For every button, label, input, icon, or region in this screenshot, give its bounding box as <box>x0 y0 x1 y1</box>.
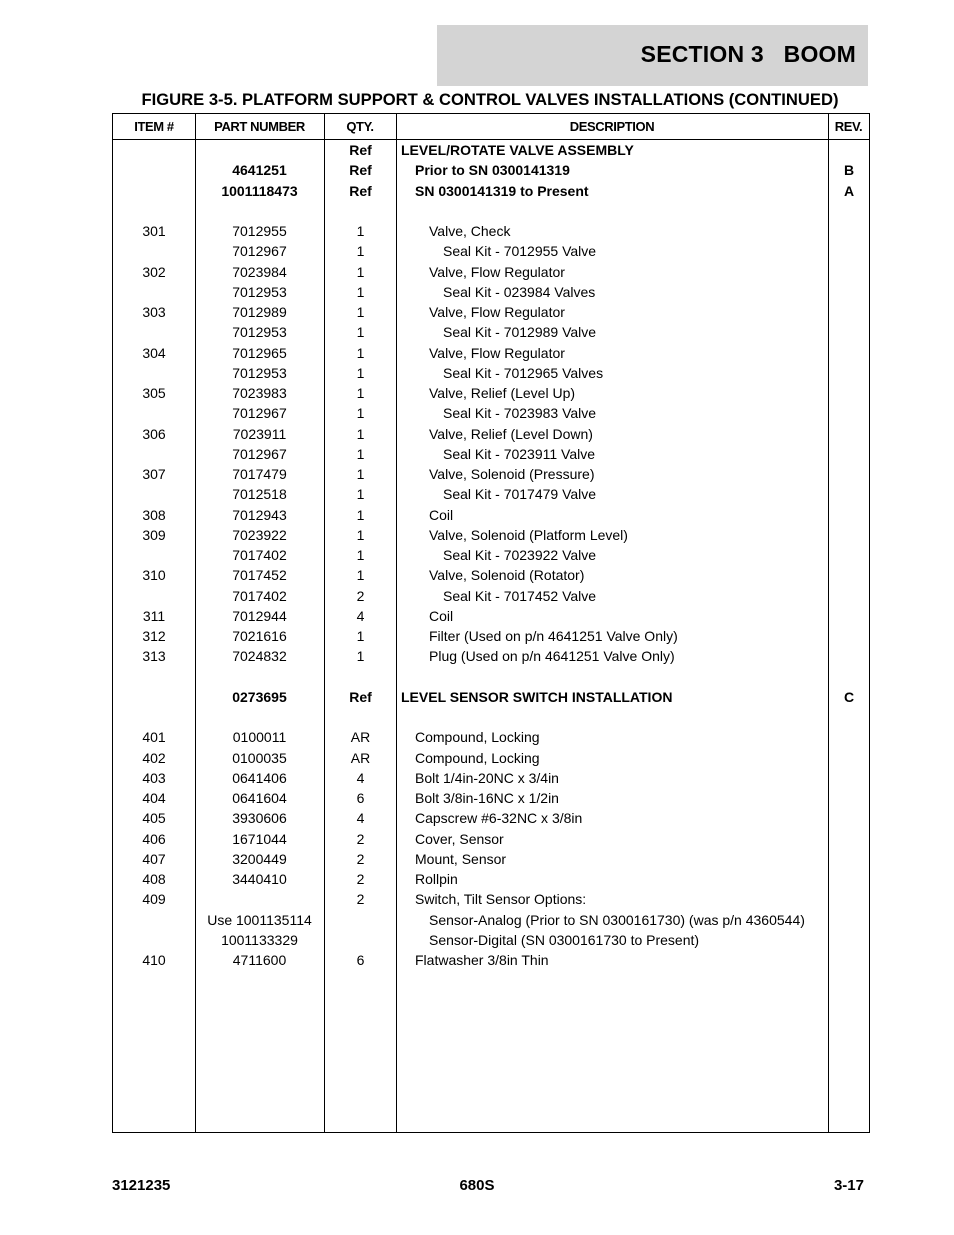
cell-qty: 1 <box>356 243 365 260</box>
cell-item: 311 <box>142 607 166 624</box>
cell-description: Seal Kit - 7012955 Valve <box>443 243 597 260</box>
table-row <box>113 160 869 180</box>
table-row <box>113 748 869 768</box>
table-row <box>113 910 869 930</box>
table-row <box>113 525 869 545</box>
cell-qty: 2 <box>356 850 365 867</box>
table-row <box>113 505 869 525</box>
cell-qty: 2 <box>356 830 365 847</box>
cell-qty: 4 <box>356 607 365 624</box>
cell-description: Valve, Flow Regulator <box>429 344 565 361</box>
cell-part-number: 7012943 <box>232 506 287 523</box>
cell-item: 304 <box>142 344 166 361</box>
table-row <box>113 565 869 585</box>
cell-description: Seal Kit - 7012965 Valves <box>443 364 604 381</box>
cell-description: Seal Kit - 7023922 Valve <box>443 547 597 563</box>
table-row <box>113 606 869 626</box>
cell-part-number: 7023983 <box>232 385 287 401</box>
cell-qty: 1 <box>356 223 365 239</box>
cell-description: Plug (Used on p/n 4641251 Valve Only) <box>429 648 675 665</box>
cell-qty: Ref <box>349 688 372 705</box>
cell-description: Bolt 1/4in-20NC x 3/4in <box>415 769 559 786</box>
cell-qty: 1 <box>356 506 365 523</box>
table-row <box>113 646 869 666</box>
cell-item: 406 <box>142 830 166 847</box>
figure-title: FIGURE 3-5. PLATFORM SUPPORT & CONTROL VALVES INSTALLATIONS (CONTINUED) <box>141 90 839 109</box>
table-row <box>113 201 869 221</box>
table-row <box>113 869 869 889</box>
table-row <box>113 808 869 828</box>
cell-qty: 1 <box>356 526 365 543</box>
cell-item: 403 <box>142 769 166 786</box>
table-row <box>113 444 869 464</box>
cell-part-number: 7012989 <box>232 304 287 320</box>
cell-part-number: 7017479 <box>232 466 287 482</box>
cell-part-number: 3440410 <box>232 871 287 887</box>
cell-item: 408 <box>142 871 166 887</box>
cell-part-number: 7023922 <box>232 526 287 543</box>
table-row <box>113 424 869 444</box>
table-row <box>113 262 869 282</box>
cell-description: Bolt 3/8in-16NC x 1/2in <box>415 790 559 806</box>
cell-part-number: 7012955 <box>232 223 287 239</box>
cell-item: 305 <box>142 385 166 401</box>
cell-item: 307 <box>142 466 166 482</box>
cell-description: Prior to SN 0300141319 <box>415 162 570 179</box>
cell-item: 301 <box>142 223 166 239</box>
table-row <box>113 302 869 322</box>
cell-part-number: 7012967 <box>232 405 287 422</box>
cell-qty: 1 <box>356 648 365 665</box>
cell-qty: 1 <box>356 344 365 361</box>
table-row <box>113 626 869 646</box>
header-qty: QTY. <box>346 119 374 134</box>
table-row <box>113 950 869 970</box>
footer-page-number: 3-17 <box>833 1177 864 1194</box>
table-row <box>113 484 869 504</box>
cell-description: Coil <box>429 506 454 523</box>
cell-qty: Ref <box>349 142 372 158</box>
cell-qty: 1 <box>356 628 365 644</box>
cell-qty: 1 <box>356 304 365 320</box>
cell-part-number: 7017402 <box>232 547 287 563</box>
table-row <box>113 282 869 302</box>
cell-description: LEVEL SENSOR SWITCH INSTALLATION <box>401 688 673 705</box>
cell-part-number: 3930606 <box>232 810 287 827</box>
table-row <box>113 768 869 788</box>
cell-rev: A <box>843 182 855 199</box>
header-item: ITEM # <box>134 119 174 134</box>
cell-part-number: 7012953 <box>232 324 287 341</box>
cell-description: Valve, Solenoid (Rotator) <box>429 567 585 584</box>
cell-qty: 1 <box>356 283 365 300</box>
cell-qty: 4 <box>356 810 365 827</box>
table-row <box>113 667 869 687</box>
cell-description: Valve, Relief (Level Down) <box>429 425 593 442</box>
table-row <box>113 343 869 363</box>
cell-item: 308 <box>142 506 166 523</box>
cell-part-number: 0100011 <box>232 729 287 746</box>
cell-part-number: 7021616 <box>232 628 287 644</box>
cell-part-number: 7012518 <box>232 486 287 503</box>
cell-qty: 1 <box>356 466 365 482</box>
cell-qty: AR <box>350 729 371 746</box>
table-row <box>113 181 869 201</box>
table-row <box>113 788 869 808</box>
table-row <box>113 383 869 403</box>
cell-description: Filter (Used on p/n 4641251 Valve Only) <box>429 628 678 644</box>
table-body <box>113 140 869 970</box>
cell-part-number: 0273695 <box>232 688 287 705</box>
cell-description: Seal Kit - 023984 Valves <box>443 283 596 300</box>
header-rev: REV. <box>834 119 863 134</box>
cell-part-number: 1001118473 <box>221 182 298 199</box>
cell-qty: 1 <box>356 547 365 563</box>
header-part-number: PART NUMBER <box>214 119 305 134</box>
cell-item: 401 <box>142 729 166 746</box>
section-title: SECTION 3 BOOM <box>640 41 856 67</box>
cell-description: Compound, Locking <box>415 729 540 746</box>
cell-part-number: 4711600 <box>232 952 287 968</box>
cell-description: Valve, Relief (Level Up) <box>429 385 576 401</box>
cell-qty: 6 <box>356 790 365 806</box>
cell-qty: 1 <box>356 405 365 422</box>
cell-qty: 6 <box>356 952 365 968</box>
cell-item: 306 <box>142 425 166 442</box>
cell-qty: 1 <box>356 445 365 462</box>
cell-item: 302 <box>142 263 166 280</box>
cell-part-number: 7012967 <box>232 445 287 462</box>
cell-item: 402 <box>142 749 166 766</box>
cell-part-number: 7017402 <box>232 587 287 604</box>
cell-description: Valve, Solenoid (Platform Level) <box>429 526 628 543</box>
cell-part-number: 7012967 <box>232 243 287 260</box>
cell-qty: 1 <box>356 324 365 341</box>
cell-description: Capscrew #6-32NC x 3/8in <box>415 810 583 827</box>
cell-description: Seal Kit - 7017452 Valve <box>443 587 597 604</box>
cell-description: Seal Kit - 7017479 Valve <box>443 486 597 503</box>
cell-qty: 1 <box>356 425 365 442</box>
table-row <box>113 403 869 423</box>
cell-description: Rollpin <box>415 871 458 887</box>
table-row <box>113 930 869 950</box>
cell-description: Coil <box>429 607 454 624</box>
cell-item: 310 <box>142 567 166 584</box>
cell-qty: Ref <box>349 182 372 199</box>
cell-part-number: 0100035 <box>232 749 287 766</box>
table-row <box>113 849 869 869</box>
cell-item: 303 <box>142 304 166 320</box>
cell-part-number: 1671044 <box>232 830 287 847</box>
table-row <box>113 727 869 747</box>
cell-part-number: 3200449 <box>232 850 287 867</box>
section-header <box>437 25 868 86</box>
header-description: DESCRIPTION <box>569 119 655 134</box>
cell-part-number: 7012965 <box>232 344 287 361</box>
cell-item: 407 <box>142 850 166 867</box>
cell-item: 405 <box>142 810 166 827</box>
table-row <box>113 140 869 160</box>
cell-qty: 1 <box>356 385 365 401</box>
table-row <box>113 241 869 261</box>
footer-doc-number: 3121235 <box>112 1177 171 1194</box>
cell-rev: B <box>843 162 855 179</box>
cell-description: Sensor-Analog (Prior to SN 0300161730) (was p/n 4360544) <box>429 911 805 928</box>
cell-qty: 2 <box>356 587 365 604</box>
cell-part-number: 7012953 <box>232 364 287 381</box>
cell-item: 309 <box>142 526 166 543</box>
cell-item: 313 <box>142 648 166 665</box>
cell-part-number: 1001133329 <box>221 931 298 948</box>
table-row <box>113 829 869 849</box>
cell-qty: AR <box>350 749 371 766</box>
parts-table <box>112 113 870 1133</box>
cell-part-number: 7023911 <box>232 425 287 442</box>
cell-description: Valve, Check <box>429 223 511 239</box>
cell-description: SN 0300141319 to Present <box>415 182 589 199</box>
table-row <box>113 221 869 241</box>
table-row <box>113 889 869 909</box>
cell-part-number: 7024832 <box>232 648 287 665</box>
cell-description: LEVEL/ROTATE VALVE ASSEMBLY <box>401 142 634 158</box>
cell-description: Compound, Locking <box>415 749 540 766</box>
cell-description: Cover, Sensor <box>415 830 504 847</box>
cell-qty: 1 <box>356 567 365 584</box>
footer-model: 680S <box>459 1177 495 1194</box>
cell-description: Valve, Flow Regulator <box>429 263 565 280</box>
cell-qty: 2 <box>356 871 365 887</box>
cell-item: 409 <box>142 891 166 908</box>
table-row <box>113 707 869 727</box>
table-row <box>113 464 869 484</box>
cell-part-number: 4641251 <box>232 162 287 179</box>
cell-item: 312 <box>142 628 166 644</box>
cell-part-number: Use 1001135114 <box>207 911 312 928</box>
cell-part-number: 0641604 <box>232 790 287 806</box>
cell-part-number: 0641406 <box>232 769 287 786</box>
cell-part-number: 7012944 <box>232 607 287 624</box>
cell-qty: 1 <box>356 263 365 280</box>
cell-qty: Ref <box>349 162 372 179</box>
cell-description: Flatwasher 3/8in Thin <box>415 952 549 968</box>
cell-rev: C <box>843 688 855 705</box>
table-row <box>113 586 869 606</box>
cell-qty: 2 <box>356 891 365 908</box>
cell-description: Valve, Flow Regulator <box>429 304 565 320</box>
table-row <box>113 545 869 565</box>
cell-qty: 1 <box>356 364 365 381</box>
cell-description: Mount, Sensor <box>415 850 507 867</box>
cell-qty: 4 <box>356 769 365 786</box>
cell-part-number: 7017452 <box>232 567 287 584</box>
cell-description: Switch, Tilt Sensor Options: <box>415 891 587 908</box>
table-row <box>113 363 869 383</box>
cell-description: Sensor-Digital (SN 0300161730 to Present) <box>429 931 700 948</box>
table-row <box>113 322 869 342</box>
cell-item: 410 <box>142 952 166 968</box>
cell-part-number: 7023984 <box>232 263 287 280</box>
cell-part-number: 7012953 <box>232 283 287 300</box>
cell-description: Seal Kit - 7023983 Valve <box>443 405 597 422</box>
cell-description: Valve, Solenoid (Pressure) <box>429 466 595 482</box>
cell-qty: 1 <box>356 486 365 503</box>
table-row <box>113 687 869 707</box>
cell-description: Seal Kit - 7012989 Valve <box>443 324 597 341</box>
cell-item: 404 <box>142 790 166 806</box>
cell-description: Seal Kit - 7023911 Valve <box>443 445 596 462</box>
